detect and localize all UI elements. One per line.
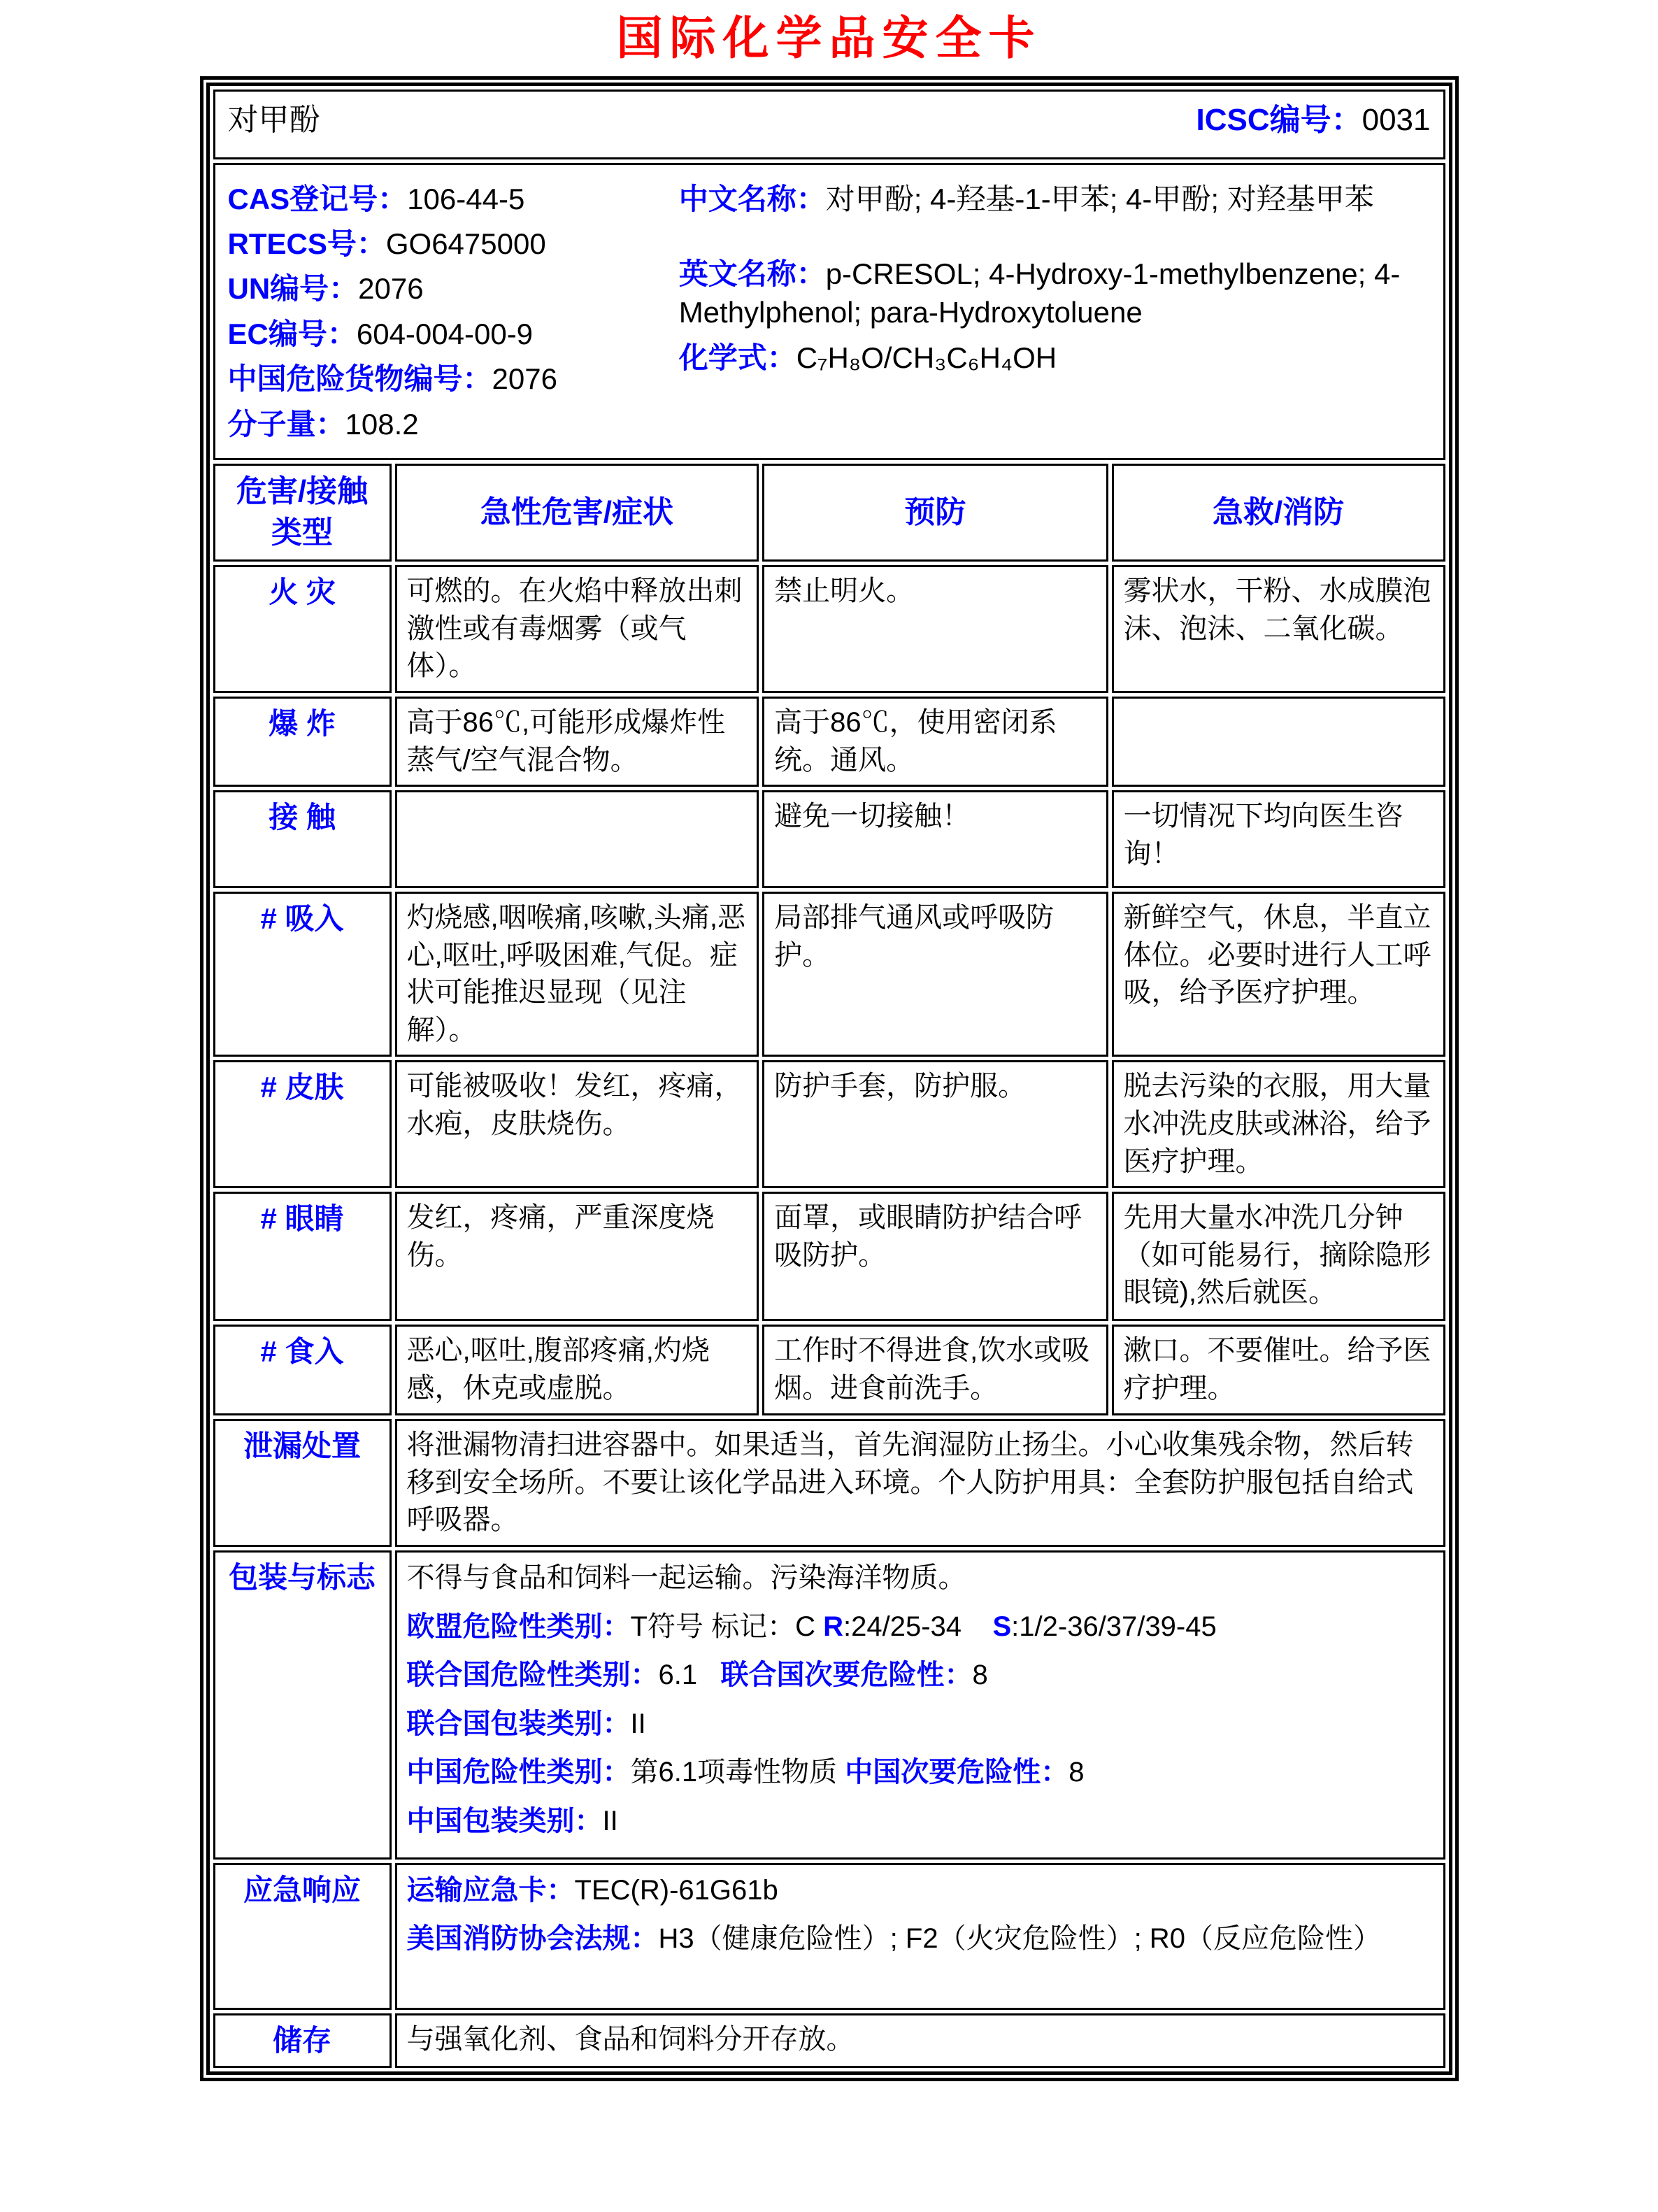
field-label: 联合国次要危险性： bbox=[720, 1660, 973, 1691]
field-value: 604-004-00-9 bbox=[356, 317, 534, 350]
field-value: 106-44-5 bbox=[407, 182, 525, 215]
field-line bbox=[679, 338, 1431, 377]
hazard-type-cell: # 眼睛 bbox=[213, 1192, 392, 1321]
field-value: 8 bbox=[972, 1660, 988, 1691]
field-value: 2076 bbox=[492, 362, 557, 396]
field-line bbox=[228, 359, 661, 398]
prevention-cell: 避免一切接触！ bbox=[762, 790, 1108, 888]
field-line bbox=[228, 224, 661, 263]
field-label: 运输应急卡： bbox=[406, 1874, 575, 1906]
field-value: TEC(R)-61G61b bbox=[574, 1874, 778, 1906]
spill-disposal-content-cell: 将泄漏物清扫进容器中。如果适当，首先润湿防止扬尘。小心收集残余物，然后转移到安全场所。不要让该化学品进入环境。个人防护用具：全套防护服包括自给式呼吸器。 bbox=[395, 1419, 1445, 1547]
field-value: GO6475000 bbox=[385, 227, 546, 261]
symptoms-cell: 灼烧感,咽喉痛,咳嗽,头痛,恶心,呕吐,呼吸困难,气促。症状可能推迟显现（见注解）。 bbox=[395, 892, 759, 1057]
field-value: H3（健康危险性）; F2（火灾危险性）; R0（反应危险性） bbox=[658, 1923, 1381, 1955]
first-aid-cell bbox=[1112, 697, 1445, 787]
prevention-cell: 高于86℃，使用密闭系统。通风。 bbox=[762, 697, 1108, 787]
field-label: CAS登记号： bbox=[227, 182, 408, 215]
field-line bbox=[228, 315, 661, 353]
hazard-table bbox=[210, 460, 1449, 2071]
packaging-labelling-row bbox=[213, 1550, 1445, 1860]
field-label: 英文名称： bbox=[678, 257, 826, 291]
field-label: UN编号： bbox=[227, 272, 359, 306]
rich-line bbox=[407, 1706, 1434, 1743]
hazard-type-cell: # 吸入 bbox=[213, 892, 392, 1057]
first-aid-cell: 雾状水，干粉、水成膜泡沫、泡沫、二氧化碳。 bbox=[1112, 565, 1445, 693]
field-label: 联合国包装类别： bbox=[406, 1708, 631, 1739]
first-aid-cell: 先用大量水冲洗几分钟（如可能易行，摘除隐形眼镜),然后就医。 bbox=[1112, 1192, 1445, 1321]
hazard-row-skin bbox=[213, 1060, 1445, 1188]
field-label: 中国包装类别： bbox=[406, 1806, 603, 1836]
field-line bbox=[228, 269, 661, 308]
field-label: 中国危险性类别： bbox=[406, 1757, 631, 1788]
field-value: 对甲酚; 4-羟基-1-甲苯; 4-甲酚; 对羟基甲苯 bbox=[825, 182, 1374, 215]
prevention-cell: 面罩，或眼睛防护结合呼吸防护。 bbox=[762, 1192, 1108, 1321]
hazard-table-header-row bbox=[213, 464, 1445, 562]
field-line bbox=[228, 405, 661, 443]
rich-line bbox=[407, 1608, 1434, 1646]
field-value: T符号 标记：C bbox=[630, 1611, 824, 1642]
packaging-labelling-content-cell bbox=[395, 1550, 1445, 1860]
field-value: 第6.1项毒性物质 bbox=[630, 1757, 845, 1788]
rich-line bbox=[407, 1803, 1434, 1841]
column-header-symptoms: 急性危害/症状 bbox=[395, 464, 759, 562]
field-label: 中国次要危险性： bbox=[845, 1757, 1069, 1788]
hazard-type-cell: # 食入 bbox=[213, 1325, 392, 1415]
icsc-number-label: ICSC编号： bbox=[1196, 102, 1362, 137]
chemical-names bbox=[679, 173, 1431, 450]
symptoms-cell: 可燃的。在火焰中释放出刺激性或有毒烟雾（或气体）。 bbox=[395, 565, 759, 693]
symptoms-cell: 可能被吸收！发红，疼痛，水疱，皮肤烧伤。 bbox=[395, 1060, 759, 1188]
field-line bbox=[679, 180, 1431, 218]
hazard-row-eyes bbox=[213, 1192, 1445, 1321]
hazard-row-fire bbox=[213, 565, 1445, 693]
hazard-type-cell: 爆 炸 bbox=[213, 697, 392, 787]
emergency-response-label: 应急响应 bbox=[213, 1863, 392, 2010]
first-aid-cell: 一切情况下均向医生咨询！ bbox=[1112, 790, 1445, 888]
column-header-first-aid: 急救/消防 bbox=[1112, 464, 1445, 562]
prevention-cell: 禁止明火。 bbox=[762, 565, 1108, 693]
safety-card bbox=[200, 76, 1459, 2081]
field-value: 2076 bbox=[358, 272, 424, 306]
field-label: R bbox=[823, 1611, 843, 1642]
spill-disposal-label: 泄漏处置 bbox=[213, 1419, 392, 1547]
field-value: II bbox=[602, 1806, 618, 1836]
field-label: S bbox=[992, 1611, 1012, 1642]
field-value: :24/25-34 bbox=[843, 1611, 993, 1642]
rich-line bbox=[407, 1920, 1434, 1958]
field-label: 中国危险货物编号： bbox=[227, 362, 492, 396]
rich-line bbox=[407, 1560, 1434, 1597]
symptoms-cell: 恶心,呕吐,腹部疼痛,灼烧感，休克或虚脱。 bbox=[395, 1325, 759, 1415]
field-value: II bbox=[630, 1708, 646, 1739]
field-label: 化学式： bbox=[678, 341, 796, 374]
storage-content-cell: 与强氧化剂、食品和饲料分开存放。 bbox=[395, 2013, 1445, 2068]
prevention-cell: 防护手套，防护服。 bbox=[762, 1060, 1108, 1188]
icsc-number-value: 0031 bbox=[1362, 102, 1431, 137]
hazard-row-explosion bbox=[213, 697, 1445, 787]
registry-numbers bbox=[228, 173, 661, 450]
field-value: 108.2 bbox=[345, 407, 419, 441]
field-value: 8 bbox=[1069, 1757, 1085, 1788]
hazard-type-cell: 火 灾 bbox=[213, 565, 392, 693]
field-label: 联合国危险性类别： bbox=[406, 1660, 659, 1691]
identification-band bbox=[213, 163, 1445, 461]
field-label: 美国消防协会法规： bbox=[406, 1923, 659, 1955]
packaging-labelling-label: 包装与标志 bbox=[213, 1550, 392, 1860]
hazard-row-inhalation bbox=[213, 892, 1445, 1057]
first-aid-cell: 新鲜空气，休息，半直立体位。必要时进行人工呼吸，给予医疗护理。 bbox=[1112, 892, 1445, 1057]
rich-line bbox=[407, 1754, 1434, 1792]
emergency-response-row bbox=[213, 1863, 1445, 2010]
first-aid-cell: 漱口。不要催吐。给予医疗护理。 bbox=[1112, 1325, 1445, 1415]
storage-label: 储存 bbox=[213, 2013, 392, 2068]
field-line bbox=[228, 180, 661, 218]
field-label: EC编号： bbox=[227, 317, 357, 350]
field-label: 中文名称： bbox=[678, 182, 826, 215]
field-label: RTECS号： bbox=[227, 227, 386, 261]
field-value: p-CRESOL; 4-Hydroxy-1-methylbenzene; 4-Methylphenol; para-Hydroxytoluene bbox=[678, 257, 1401, 329]
field-value: :1/2-36/37/39-45 bbox=[1011, 1611, 1217, 1642]
prevention-cell: 工作时不得进食,饮水或吸烟。进食前洗手。 bbox=[762, 1325, 1108, 1415]
emergency-response-content-cell bbox=[395, 1863, 1445, 2010]
rich-line bbox=[407, 1872, 1434, 1910]
symptoms-cell: 发红，疼痛，严重深度烧伤。 bbox=[395, 1192, 759, 1321]
substance-header-band bbox=[213, 90, 1445, 159]
field-label: 欧盟危险性类别： bbox=[406, 1611, 631, 1642]
field-line bbox=[679, 255, 1431, 332]
prevention-cell: 局部排气通风或呼吸防护。 bbox=[762, 892, 1108, 1057]
storage-row bbox=[213, 2013, 1445, 2068]
rich-line bbox=[407, 1657, 1434, 1694]
spill-disposal-row bbox=[213, 1419, 1445, 1547]
field-value: 不得与食品和饲料一起运输。污染海洋物质。 bbox=[406, 1562, 966, 1594]
symptoms-cell bbox=[395, 790, 759, 888]
column-header-hazard-type: 危害/接触类型 bbox=[213, 464, 392, 562]
hazard-row-ingestion bbox=[213, 1325, 1445, 1415]
icsc-number-group bbox=[1196, 100, 1430, 140]
page-title: 国际化学品安全卡 bbox=[616, 10, 1042, 65]
hazard-type-cell: 接 触 bbox=[213, 790, 392, 888]
symptoms-cell: 高于86℃,可能形成爆炸性蒸气/空气混合物。 bbox=[395, 697, 759, 787]
field-value: 6.1 bbox=[658, 1660, 721, 1691]
hazard-row-contact bbox=[213, 790, 1445, 888]
hazard-type-cell: # 皮肤 bbox=[213, 1060, 392, 1188]
field-label: 分子量： bbox=[227, 407, 345, 441]
column-header-prevention: 预防 bbox=[762, 464, 1108, 562]
substance-name: 对甲酚 bbox=[227, 102, 320, 137]
first-aid-cell: 脱去污染的衣服，用大量水冲洗皮肤或淋浴，给予医疗护理。 bbox=[1112, 1060, 1445, 1188]
field-value: C₇H₈O/CH₃C₆H₄OH bbox=[796, 341, 1057, 374]
